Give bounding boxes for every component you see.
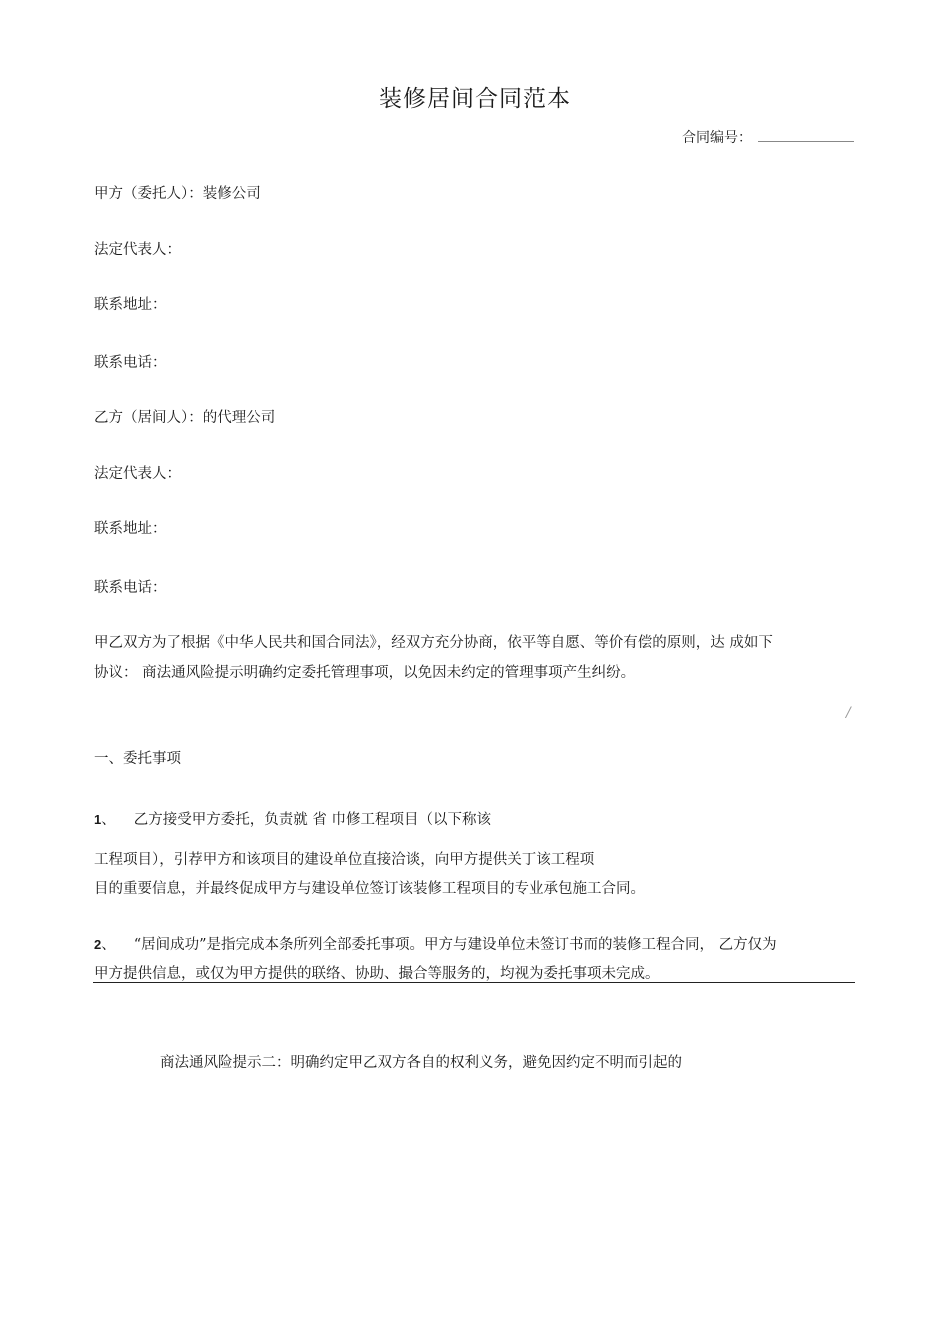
clause-1-text-1: 乙方接受甲方委托，负责就 省 巾修工程项目（以下称该 xyxy=(133,812,491,828)
clause-1-separator: 、 xyxy=(101,812,116,828)
contract-number xyxy=(682,127,854,147)
party-a-representative: 法定代表人： xyxy=(94,242,181,258)
clause-2-separator: 、 xyxy=(101,937,116,953)
party-a-name: 甲方（委托人）：装修公司 xyxy=(94,186,261,202)
party-b-representative: 法定代表人： xyxy=(94,466,181,482)
preamble-line-2: 协议： 商法通风险提示明确约定委托管理事项，以免因未约定的管理事项产生纠纷。 xyxy=(94,665,636,681)
party-a-address: 联系地址： xyxy=(94,297,167,313)
clause-2-number: 2 xyxy=(94,937,102,952)
clause-2-line-1 xyxy=(94,933,777,954)
party-b-phone: 联系电话： xyxy=(94,580,167,596)
party-b-address: 联系地址： xyxy=(94,521,167,537)
slash-mark: / xyxy=(846,705,851,721)
clause-2-line-2: 甲方提供信息，或仅为甲方提供的联络、协助、撮合等服务的，均视为委托事项未完成。 xyxy=(94,966,660,982)
preamble-line-1: 甲乙双方为了根据《中华人民共和国合同法》，经双方充分协商，依平等自愿、等价有偿的原则，达 成如下 xyxy=(94,635,773,651)
clause-2-text-1: “居间成功”是指完成本条所列全部委托事项。甲方与建设单位未签订书而的装修工程合同， 乙方仅为 xyxy=(133,937,777,953)
contract-number-blank xyxy=(758,129,854,142)
section-divider xyxy=(93,982,855,983)
clause-1-line-3: 目的重要信息，并最终促成甲方与建设单位签订该装修工程项目的专业承包施工合同。 xyxy=(94,881,645,897)
party-b-name: 乙方（居间人）：的代理公司 xyxy=(94,410,276,426)
party-a-phone: 联系电话： xyxy=(94,355,167,371)
contract-number-label: 合同编号： xyxy=(682,130,752,146)
clause-1-line-1 xyxy=(94,808,491,829)
clause-1-number: 1 xyxy=(94,812,102,827)
clause-1-line-2: 工程项目），引荐甲方和该项目的建设单位直接洽谈，向甲方提供关丁该工程项 xyxy=(94,852,595,868)
document-title: 装修居间合同范本 xyxy=(379,86,571,112)
risk-tip-2: 商法通风险提示二：明确约定甲乙双方各自的权利义务，避免因约定不明而引起的 xyxy=(160,1055,682,1071)
section-1-heading: 一、委托事项 xyxy=(94,751,181,767)
